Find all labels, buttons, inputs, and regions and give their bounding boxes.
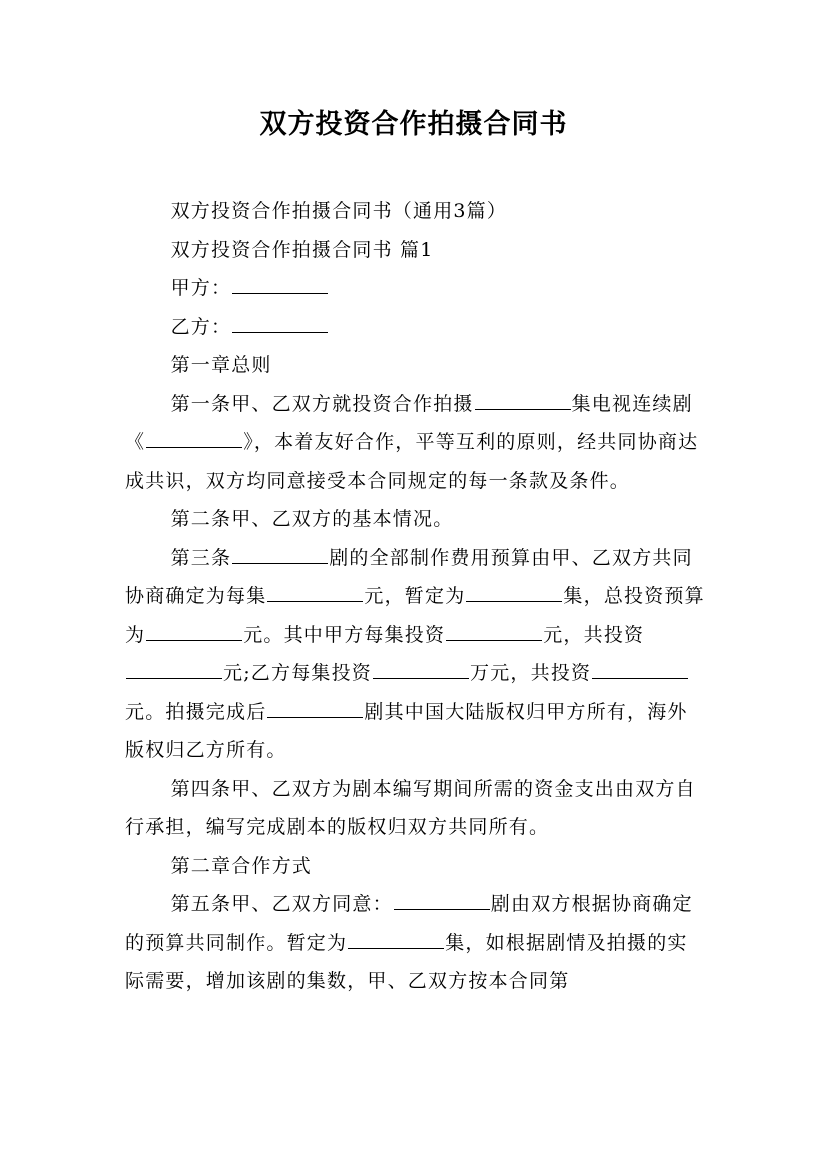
fill-in-blank bbox=[146, 620, 242, 641]
paragraph bbox=[125, 500, 705, 539]
paragraph-text: 集电视连续剧《 bbox=[125, 392, 693, 453]
paragraph-text: 集，如根据剧情及拍摄的实际需要，增加该剧的集数，甲、乙双方按本合同第 bbox=[125, 931, 688, 992]
paragraph bbox=[125, 847, 705, 886]
paragraph-text: 元;乙方每集投资 bbox=[223, 662, 373, 684]
fill-in-blank bbox=[446, 620, 542, 641]
fill-in-blank bbox=[232, 312, 328, 333]
paragraph-text: 第四条甲、乙双方为剧本编写期间所需的资金支出由双方自行承担，编写完成剧本的版权归双方共同所有。 bbox=[125, 777, 696, 838]
fill-in-blank bbox=[475, 389, 571, 410]
paragraph-text: 元。其中甲方每集投资 bbox=[243, 623, 446, 646]
paragraph bbox=[125, 308, 705, 347]
fill-in-blank bbox=[466, 581, 562, 602]
paragraph bbox=[125, 539, 705, 770]
paragraph-text: 元，暂定为 bbox=[364, 585, 466, 607]
paragraph bbox=[125, 192, 705, 231]
paragraph bbox=[125, 385, 705, 501]
paragraph-text: 第一条甲、乙双方就投资合作拍摄 bbox=[170, 392, 474, 415]
fill-in-blank bbox=[348, 928, 444, 949]
paragraph-text: 第一章总则 bbox=[170, 354, 272, 376]
paragraph-text: 第二章合作方式 bbox=[170, 854, 312, 877]
fill-in-blank bbox=[267, 581, 363, 602]
paragraph bbox=[125, 885, 705, 1001]
fill-in-blank bbox=[394, 889, 490, 910]
document-title: 双方投资合作拍摄合同书 bbox=[259, 109, 568, 140]
paragraph-text: 万元，共投资 bbox=[470, 662, 592, 684]
paragraph bbox=[125, 770, 705, 847]
paragraph-text: 乙方： bbox=[170, 315, 232, 338]
paragraph-text: 剧的全部制作费用预算由甲、乙双方共同协商确定为每集 bbox=[125, 546, 693, 607]
fill-in-blank bbox=[146, 427, 242, 448]
fill-in-blank bbox=[373, 658, 469, 679]
paragraph-text: 集，总投资预算为 bbox=[125, 585, 705, 646]
fill-in-blank bbox=[232, 543, 328, 564]
fill-in-blank bbox=[267, 697, 363, 718]
fill-in-blank bbox=[592, 658, 688, 679]
paragraph-text: 甲方： bbox=[170, 277, 232, 299]
paragraph bbox=[125, 269, 705, 308]
paragraph-text: 元。拍摄完成后 bbox=[125, 700, 267, 723]
paragraph-text: 第五条甲、乙双方同意： bbox=[170, 893, 393, 915]
paragraph-text: 元，共投资 bbox=[543, 623, 645, 646]
paragraph bbox=[125, 231, 705, 270]
fill-in-blank bbox=[126, 658, 222, 679]
paragraph-text: 剧其中国大陆版权归甲方所有，海外版权归乙方所有。 bbox=[125, 700, 688, 761]
paragraph-text: 双方投资合作拍摄合同书 篇1 bbox=[170, 238, 434, 261]
paragraph-text: 第三条 bbox=[170, 546, 232, 569]
fill-in-blank bbox=[232, 273, 328, 294]
paragraph-text: 剧由双方根据协商确定的预算共同制作。暂定为 bbox=[125, 893, 693, 954]
paragraph-text: 第二条甲、乙双方的基本情况。 bbox=[170, 508, 454, 530]
paragraph-text: 双方投资合作拍摄合同书（通用3篇） bbox=[170, 200, 508, 222]
paragraph bbox=[125, 346, 705, 385]
document-body bbox=[125, 192, 705, 1001]
paragraph-text: 》，本着友好合作，平等互利的原则，经共同协商达成共识，双方均同意接受本合同规定的每一条款及条件。 bbox=[125, 431, 699, 492]
